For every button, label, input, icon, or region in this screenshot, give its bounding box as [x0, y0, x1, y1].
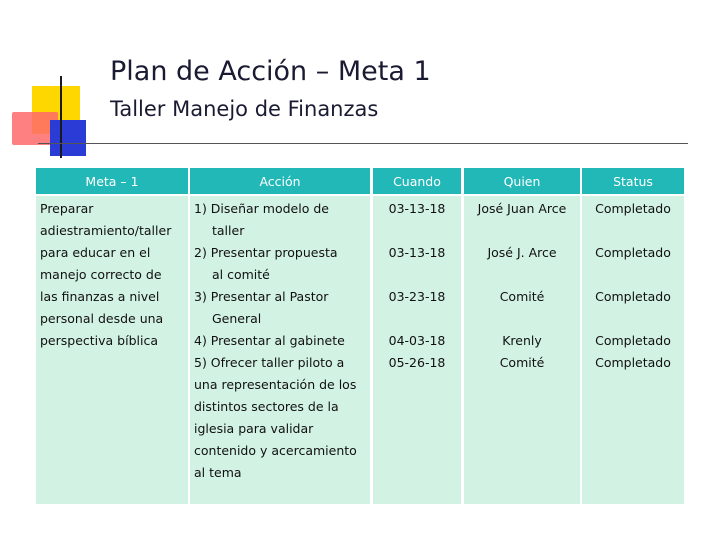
meta-line: perspectiva bíblica — [40, 333, 158, 348]
accion-line: al comité — [212, 267, 270, 282]
quien-3: Comité — [499, 289, 545, 304]
accion-line: 2) Presentar propuesta — [194, 245, 338, 260]
decorative-vertical-line — [60, 76, 62, 158]
decorative-horizontal-line — [38, 143, 688, 144]
header-accion: Acción — [190, 168, 370, 194]
accion-line: 3) Presentar al Pastor — [194, 289, 329, 304]
accion-line: al tema — [194, 465, 242, 480]
status-3: Completado — [595, 289, 671, 304]
accion-line: General — [212, 311, 262, 326]
action-plan-table — [36, 168, 684, 504]
cuando-5: 05-26-18 — [388, 355, 446, 370]
accion-line: una representación de los — [194, 377, 357, 392]
header-meta: Meta – 1 — [36, 168, 188, 194]
meta-line: manejo correcto de — [40, 267, 162, 282]
decorative-blue-square — [50, 120, 86, 156]
meta-description — [40, 198, 188, 352]
status-2: Completado — [595, 245, 671, 260]
status-5: Completado — [595, 355, 671, 370]
meta-line: para educar en el — [40, 245, 151, 260]
quien-5: Comité — [499, 355, 545, 370]
accion-list — [194, 198, 370, 484]
accion-line: distintos sectores de la — [194, 399, 339, 414]
cuando-3: 03-23-18 — [388, 289, 446, 304]
accion-line: 1) Diseñar modelo de — [194, 201, 329, 216]
header-cuando: Cuando — [373, 168, 461, 194]
accion-line: 5) Ofrecer taller piloto a — [194, 355, 345, 370]
accion-line: taller — [212, 223, 245, 238]
meta-line: adiestramiento/taller — [40, 223, 172, 238]
quien-4: Krenly — [502, 333, 542, 348]
accion-line: 4) Presentar al gabinete — [194, 333, 345, 348]
cuando-4: 04-03-18 — [388, 333, 446, 348]
header-status: Status — [582, 168, 684, 194]
cuando-1: 03-13-18 — [388, 201, 446, 216]
slide-title: Plan de Acción – Meta 1 — [110, 56, 431, 87]
status-1: Completado — [595, 201, 671, 216]
quien-1: José Juan Arce — [477, 201, 567, 216]
header-quien: Quien — [464, 168, 580, 194]
slide-subtitle: Taller Manejo de Finanzas — [110, 97, 379, 121]
meta-line: Preparar — [40, 201, 94, 216]
accion-line: iglesia para validar — [194, 421, 314, 436]
cuando-2: 03-13-18 — [388, 245, 446, 260]
quien-2: José J. Arce — [487, 245, 557, 260]
status-4: Completado — [595, 333, 671, 348]
meta-line: las finanzas a nivel — [40, 289, 160, 304]
accion-line: contenido y acercamiento — [194, 443, 357, 458]
meta-line: personal desde una — [40, 311, 164, 326]
